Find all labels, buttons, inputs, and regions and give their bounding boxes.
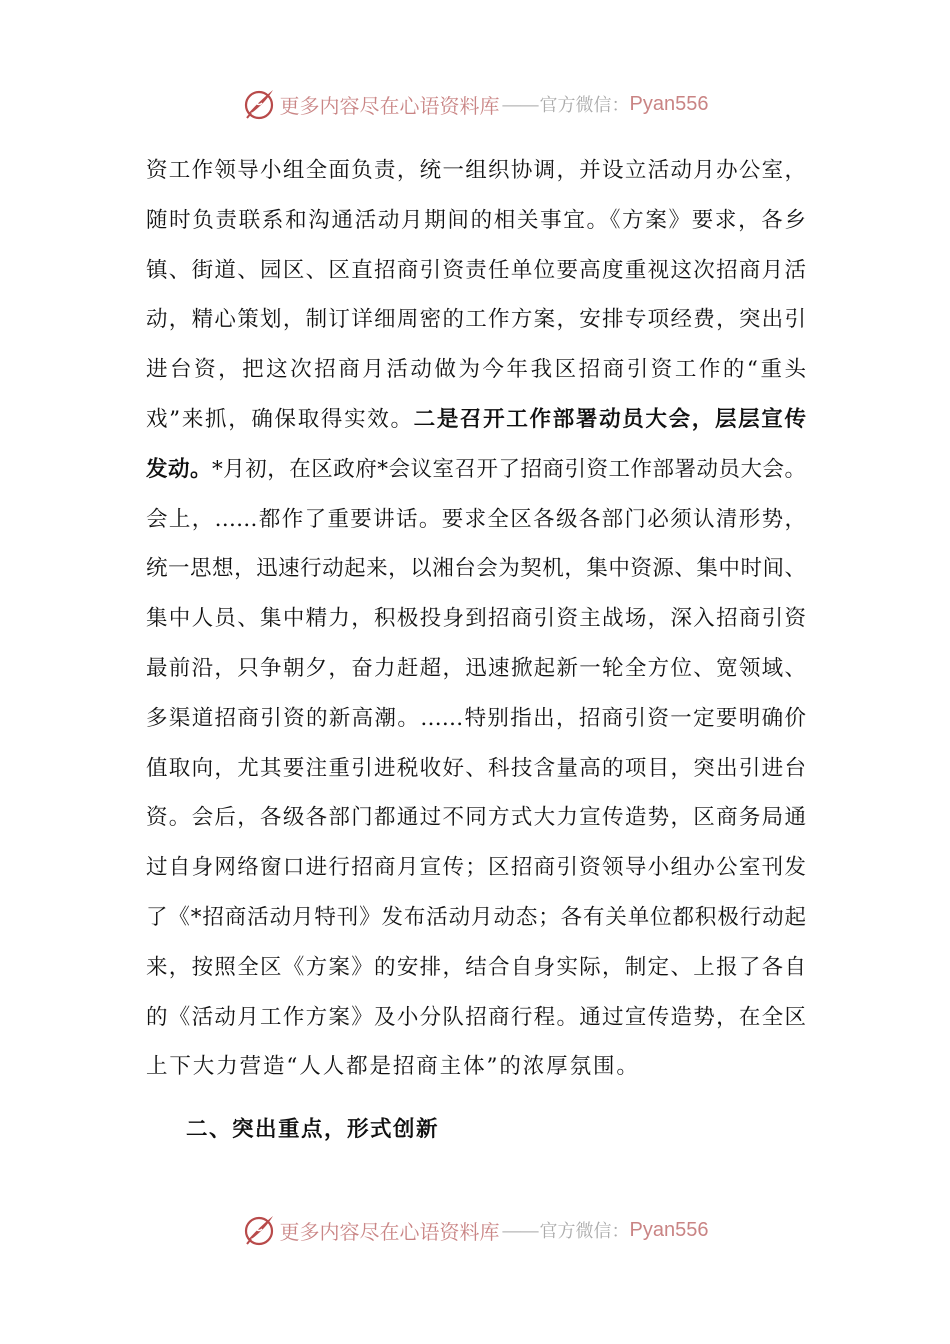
body-line: 值取向，尤其要注重引进税收好、科技含量高的项目，突出引进台 xyxy=(146,755,806,781)
body-line: 戏”来抓，确保取得实效。二是召开工作部署动员大会，层层宣传 xyxy=(146,406,806,432)
body-line: 过自身网络窗口进行招商月宣传；区招商引资领导小组办公室刊发 xyxy=(146,855,806,881)
banner-wechat-label: 官方微信： xyxy=(539,95,630,116)
banner-site-name: 更多内容尽在心语资料库 xyxy=(279,93,500,118)
body-line: 资工作领导小组全面负责，统一组织协调，并设立活动月办公室， xyxy=(146,158,806,183)
quill-pen-seal-icon xyxy=(242,87,276,121)
document-body xyxy=(146,146,806,1092)
body-line: 随时负责联系和沟通活动月期间的相关事宜。《方案》要求，各乡 xyxy=(146,207,806,233)
body-line: 多渠道招商引资的新高潮。……特别指出，招商引资一定要明确价 xyxy=(146,705,806,731)
watermark-banner-bottom xyxy=(0,1210,950,1250)
body-line: 统一思想，迅速行动起来，以湘台会为契机，集中资源、集中时间、 xyxy=(146,556,806,582)
banner-wechat-id: Pyan556 xyxy=(629,1218,709,1241)
body-line-last: 上下大力营造“人人都是招商主体”的浓厚氛围。 xyxy=(146,1054,640,1080)
banner-dash: —— xyxy=(501,1218,538,1242)
body-line: 资。会后，各级各部门都通过不同方式大力宣传造势，区商务局通 xyxy=(146,805,806,831)
body-line: 集中人员、集中精力，积极投身到招商引资主战场，深入招商引资 xyxy=(146,606,806,632)
body-line: 发动。*月初，在区政府*会议室召开了招商引资工作部署动员大会。 xyxy=(146,456,806,482)
body-line: 镇、街道、园区、区直招商引资责任单位要高度重视这次招商月活 xyxy=(146,257,806,283)
quill-pen-seal-icon xyxy=(242,1213,276,1247)
banner-dash: —— xyxy=(501,92,538,116)
body-line: 动，精心策划，制订详细周密的工作方案，安排专项经费，突出引 xyxy=(146,307,806,333)
watermark-banner-top xyxy=(0,84,950,124)
banner-wechat-id: Pyan556 xyxy=(629,92,709,115)
banner-wechat-label: 官方微信： xyxy=(539,1221,630,1242)
bold-phrase: 二是召开工作部署动员大会，层层宣传 xyxy=(413,406,806,432)
body-line: 会上，……都作了重要讲话。要求全区各级各部门必须认清形势， xyxy=(146,506,806,532)
body-line: 进台资，把这次招商月活动做为今年我区招商引资工作的“重头 xyxy=(146,357,806,383)
section-heading: 二、突出重点，形式创新 xyxy=(186,1117,440,1142)
body-line: 最前沿，只争朝夕，奋力赶超，迅速掀起新一轮全方位、宽领域、 xyxy=(146,655,806,681)
banner-site-name: 更多内容尽在心语资料库 xyxy=(279,1219,500,1244)
body-line: 了《*招商活动月特刊》发布活动月动态；各有关单位都积极行动起 xyxy=(146,904,806,930)
bold-phrase: 发动。 xyxy=(146,456,212,482)
body-line: 来，按照全区《方案》的安排，结合自身实际，制定、上报了各自 xyxy=(146,954,806,980)
body-line: 的《活动月工作方案》及小分队招商行程。通过宣传造势，在全区 xyxy=(146,1004,806,1030)
